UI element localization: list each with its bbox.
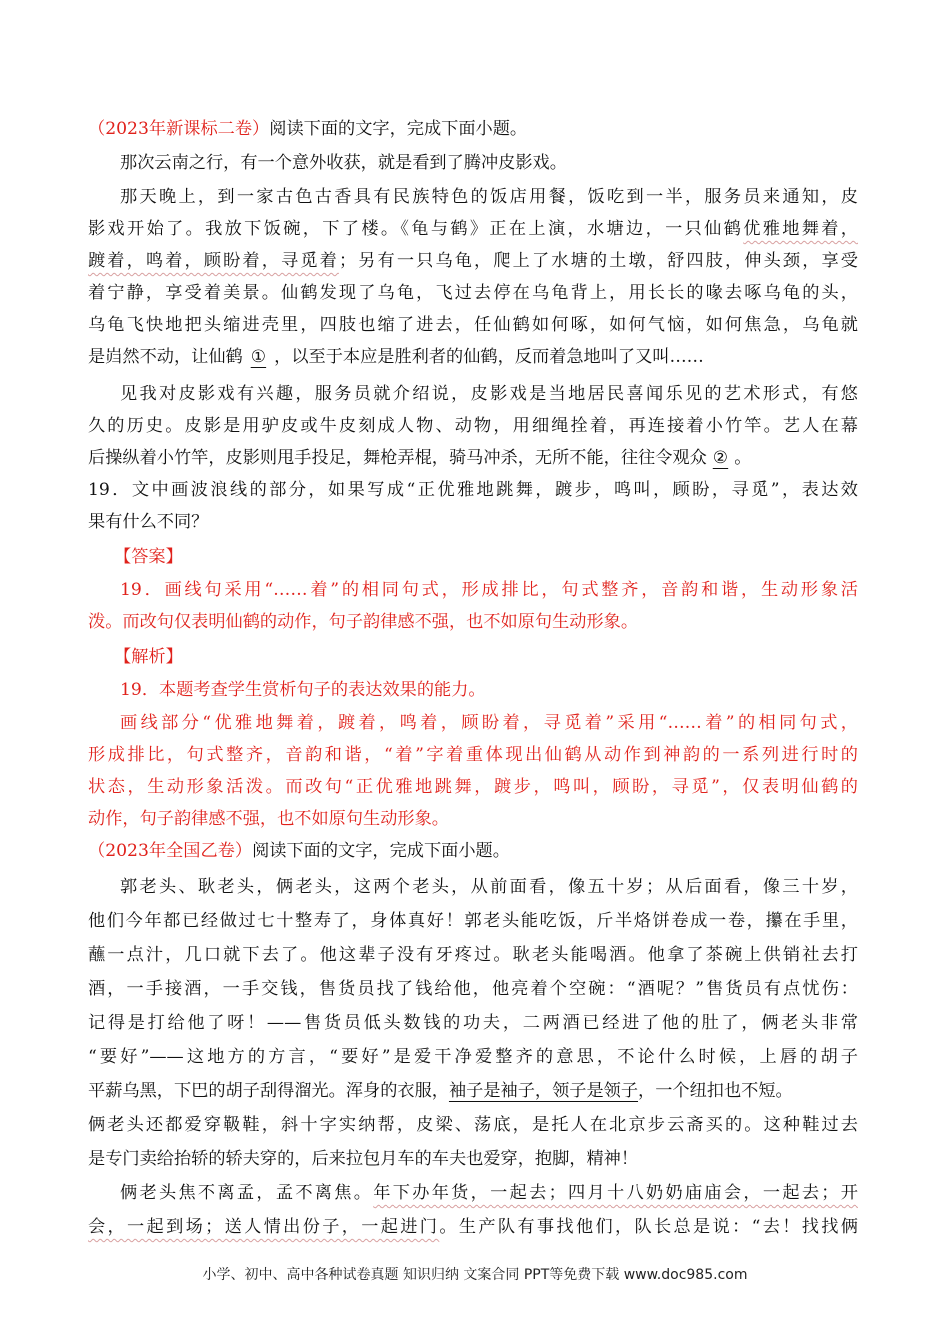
straight-underline-text: 袖子是袖子，领子是领子	[448, 1081, 639, 1101]
q1-header-line	[88, 112, 858, 146]
q2-paragraph-1-line-9: 是专门卖给抬轿的轿夫穿的，后来拉包月车的车夫也爱穿，抱脚，精神！	[88, 1149, 639, 1169]
q2-paragraph-2-line-1	[120, 1176, 858, 1210]
q2-paragraph-1-line-6: “要好”——这地方的方言，“要好”是爱干净爱整齐的意思，不论什么时候，上唇的胡子	[88, 1047, 858, 1067]
analysis-line-1: 19．本题考查学生赏析句子的表达效果的能力。	[120, 680, 486, 700]
q1-paragraph-2-line-4: 着宁静，享受着美景。仙鹤发现了乌龟，飞过去停在乌龟背上，用长长的喙去啄乌龟的头，	[88, 283, 858, 303]
q2-source: （2023年全国乙卷）	[88, 841, 253, 861]
analysis-line-5: 动作，句子韵律感不强，也不如原句生动形象。	[88, 809, 449, 829]
q1-paragraph-2-line-6	[88, 340, 858, 374]
q2-text-segment: 吃饭，斤半烙饼卷成一卷，攥在手里，	[539, 911, 858, 931]
q2-paragraph-1-line-2	[88, 904, 858, 938]
answer-line-2: 泼。而改句仅表明仙鹤的动作，句子韵律感不强，也不如原句生动形象。	[88, 612, 639, 632]
q2-header-line	[88, 834, 858, 868]
analysis-line-2: 画线部分“优雅地舞着，踱着，鸣着，顾盼着，寻觅着”采用“……着”的相同句式，	[120, 713, 858, 733]
q1-text-segment: 后操纵着小竹竿，皮影则甩手投足，舞枪弄棍，骑马冲杀，无所不能，往往令观众	[88, 448, 707, 468]
q1-text-segment: ；另有一只乌龟，爬上了水塘的土墩，舒四肢，伸头颈，享受	[338, 251, 858, 271]
answer-line-1: 19．画线句采用“……着”的相同句式，形成排比，句式整齐，音韵和谐，生动形象活	[120, 580, 858, 600]
q1-paragraph-3-line-3	[88, 441, 858, 475]
q1-paragraph-3-line-2: 久的历史。皮影是用驴皮或牛皮刻成人物、动物，用细绳拴着，再连接着小竹竿。艺人在幕	[88, 416, 858, 436]
q1-paragraph-2-line-5: 乌龟飞快地把头缩进壳里，四肢也缩了进去，任仙鹤如何啄，如何气恼，如何焦急，乌龟就	[88, 315, 858, 335]
q2-paragraph-1-line-7	[88, 1074, 858, 1108]
q2-paragraph-1-line-8: 俩老头还都爱穿靸鞋，斜十字实纳帮，皮梁、荡底，是托人在北京步云斋买的。这种鞋过去	[88, 1115, 858, 1135]
q2-paragraph-1-line-3: 蘸一点汁，几口就下去了。他这辈子没有牙疼过。耿老头能喝酒。他拿了茶碗上供销社去打	[88, 945, 858, 965]
q2-text-segment: 他们今年都已经做过七十整寿了，身体真好！郭老头	[88, 911, 521, 931]
q1-text-segment: 是岿然不动，让仙鹤	[88, 347, 243, 367]
blank-2: ②	[712, 448, 729, 468]
blank-1: ①	[250, 347, 267, 367]
page-footer: 小学、初中、高中各种试卷真题 知识归纳 文案合同 PPT等免费下载 www.doc985.com	[202, 1267, 748, 1283]
q2-paragraph-1-line-5: 记得是打给他了呀！——售货员低头数钱的功夫，二两酒已经进了他的肚了，俩老头非常	[88, 1013, 858, 1033]
q1-source: （2023年新课标二卷）	[88, 119, 270, 139]
analysis-line-3: 形成排比，句式整齐，音韵和谐，“着”字着重体现出仙鹤从动作到神韵的一系列进行时的	[88, 745, 858, 765]
wavy-underline-text: 会，一起到场；送人情出份子，一起进门	[88, 1217, 440, 1237]
wavy-underline-text: 年下办年货，一起去；四月十八奶奶庙庙会，一起去；开	[373, 1183, 858, 1203]
analysis-line-4: 状态，生动形象活泼。而改句“正优雅地跳舞，踱步，鸣叫，顾盼，寻觅”，仅表明仙鹤的	[88, 777, 858, 797]
q1-paragraph-2-line-3	[88, 244, 858, 278]
q2-text-segment: ，一个纽扣也不短。	[638, 1081, 793, 1101]
answer-heading: 【答案】	[114, 547, 183, 567]
q1-paragraph-3-line-1: 见我对皮影戏有兴趣，服务员就介绍说，皮影戏是当地居民喜闻乐见的艺术形式，有悠	[120, 384, 858, 404]
q2-paragraph-1-line-4: 酒，一手接酒，一手交钱，售货员找了钱给他，他亮着个空碗：“酒呢？”售货员有点忧伤：	[88, 979, 858, 999]
q1-paragraph-2-line-2	[88, 212, 858, 246]
q2-text-segment: 平薪乌黑，下巴的胡子刮得溜光。浑身的衣服，	[88, 1081, 449, 1101]
q2-text-segment: 俩老头焦不离孟，孟不离焦。	[120, 1183, 374, 1203]
q2-text-segment: 。生产队有事找他们，队长总是说：“去！找找俩	[439, 1217, 858, 1237]
q1-paragraph-2-line-1: 那天晚上，到一家古色古香具有民族特色的饭店用餐，饭吃到一半，服务员来通知，皮	[120, 187, 858, 207]
emphasis-dot-character: 能	[520, 911, 540, 931]
wavy-underline-text: 踱着，鸣着，顾盼着，寻觅着	[88, 251, 339, 271]
q2-paragraph-1-line-1: 郭老头、耿老头，俩老头，这两个老头，从前面看，像五十岁；从后面看，像三十岁，	[120, 877, 858, 897]
q1-text-segment: ，以至于本应是胜利者的仙鹤，反而着急地叫了又叫……	[274, 347, 704, 367]
analysis-heading: 【解析】	[114, 647, 183, 667]
question-19-line-2: 果有什么不同？	[88, 512, 209, 532]
q1-paragraph-1: 那次云南之行，有一个意外收获，就是看到了腾冲皮影戏。	[120, 153, 567, 173]
q2-paragraph-2-line-2	[88, 1210, 858, 1244]
q1-text-segment: 。	[734, 448, 752, 468]
wavy-underline-text: 优雅地舞着，	[743, 219, 858, 239]
q2-prompt: 阅读下面的文字，完成下面小题。	[252, 841, 510, 861]
q1-text-segment: 影戏开始了。我放下饭碗，下了楼。《龟与鹤》正在上演，水塘边，一只仙鹤	[88, 219, 744, 239]
question-19-line-1: 19．文中画波浪线的部分，如果写成“正优雅地跳舞，踱步，鸣叫，顾盼，寻觅”，表达效	[88, 480, 858, 500]
q1-prompt: 阅读下面的文字，完成下面小题。	[269, 119, 528, 139]
